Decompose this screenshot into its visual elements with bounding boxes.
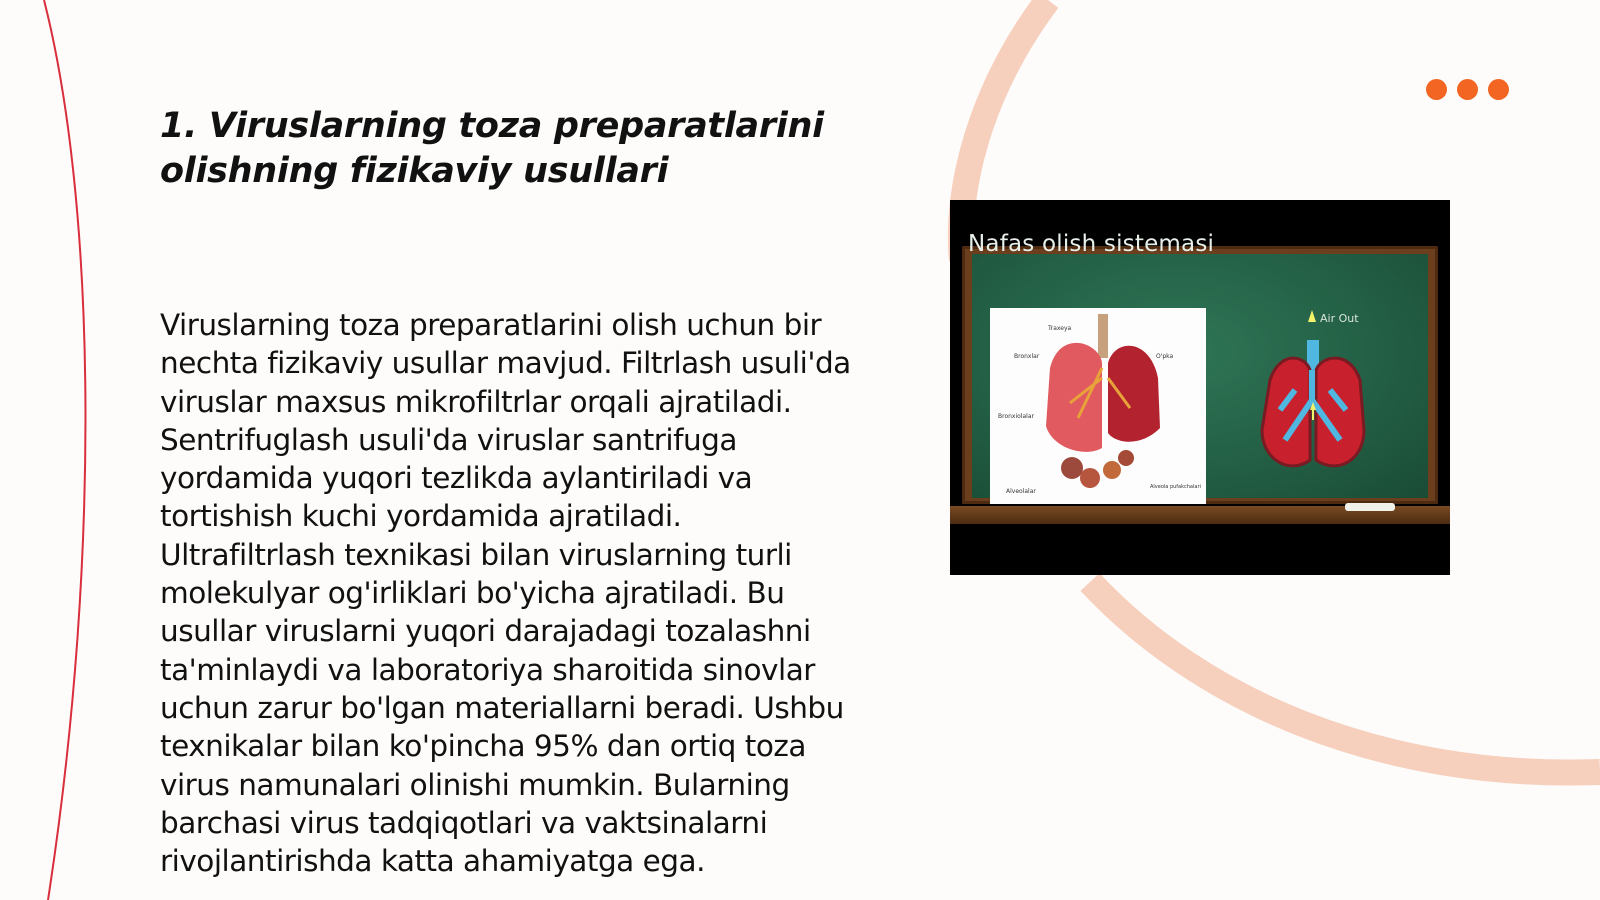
label-alveoli: Alveolalar bbox=[1006, 488, 1036, 495]
label-lung: O'pka bbox=[1156, 353, 1174, 360]
dot-icon bbox=[1457, 79, 1478, 100]
label-bronchi: Bronxlar bbox=[1014, 353, 1040, 360]
lung-anatomy-illustration bbox=[990, 308, 1206, 504]
embedded-video[interactable] bbox=[950, 200, 1450, 575]
red-curve-line bbox=[44, 0, 85, 900]
three-dots-icon bbox=[1426, 79, 1509, 100]
chalkboard-title: Nafas olish sistemasi bbox=[968, 231, 1215, 257]
chalk-piece bbox=[1345, 503, 1395, 511]
label-bronchioles: Bronxiolalar bbox=[998, 413, 1034, 420]
slide-title: 1. Viruslarning toza preparatlarini olishning fizikaviy usullari bbox=[160, 106, 824, 191]
peach-arc-decoration-lower bbox=[1090, 582, 1600, 773]
lungs-airflow-diagram bbox=[1250, 310, 1400, 495]
label-alveolar-sacs: Alveola pufakchalari bbox=[1150, 484, 1201, 490]
dot-icon bbox=[1426, 79, 1447, 100]
air-out-label: Air Out bbox=[1320, 312, 1359, 325]
label-trachea: Traxeya bbox=[1048, 325, 1072, 332]
dot-icon bbox=[1488, 79, 1509, 100]
slide-body-text: Viruslarning toza preparatlarini olish uchun bir nechta fizikaviy usullar mavjud. Filtrlash usuli'da viruslar maxsus mikrofiltrlar orqali ajratiladi. Sentrifuglash usuli'da viruslar santrifuga yordamida yuqori tezlikda aylantiriladi va tortishish kuchi yordamida ajratiladi. Ultrafiltrlash texnikasi bilan viruslarning turli molekulyar og'irliklari bo'yicha ajratiladi. Bu usullar viruslarni yuqori darajadagi tozalashni ta'minlaydi va laboratoriya sharoitida sinovlar uchun zarur bo'lgan materiallarni beradi. Ushbu texnikalar bilan ko'pincha 95% dan ortiq toza virus namunalari olinishi mumkin. Bularning barchasi virus tadqiqotlari va vaktsinalarni rivojlantirishda katta ahamiyatga ega. bbox=[160, 308, 851, 879]
